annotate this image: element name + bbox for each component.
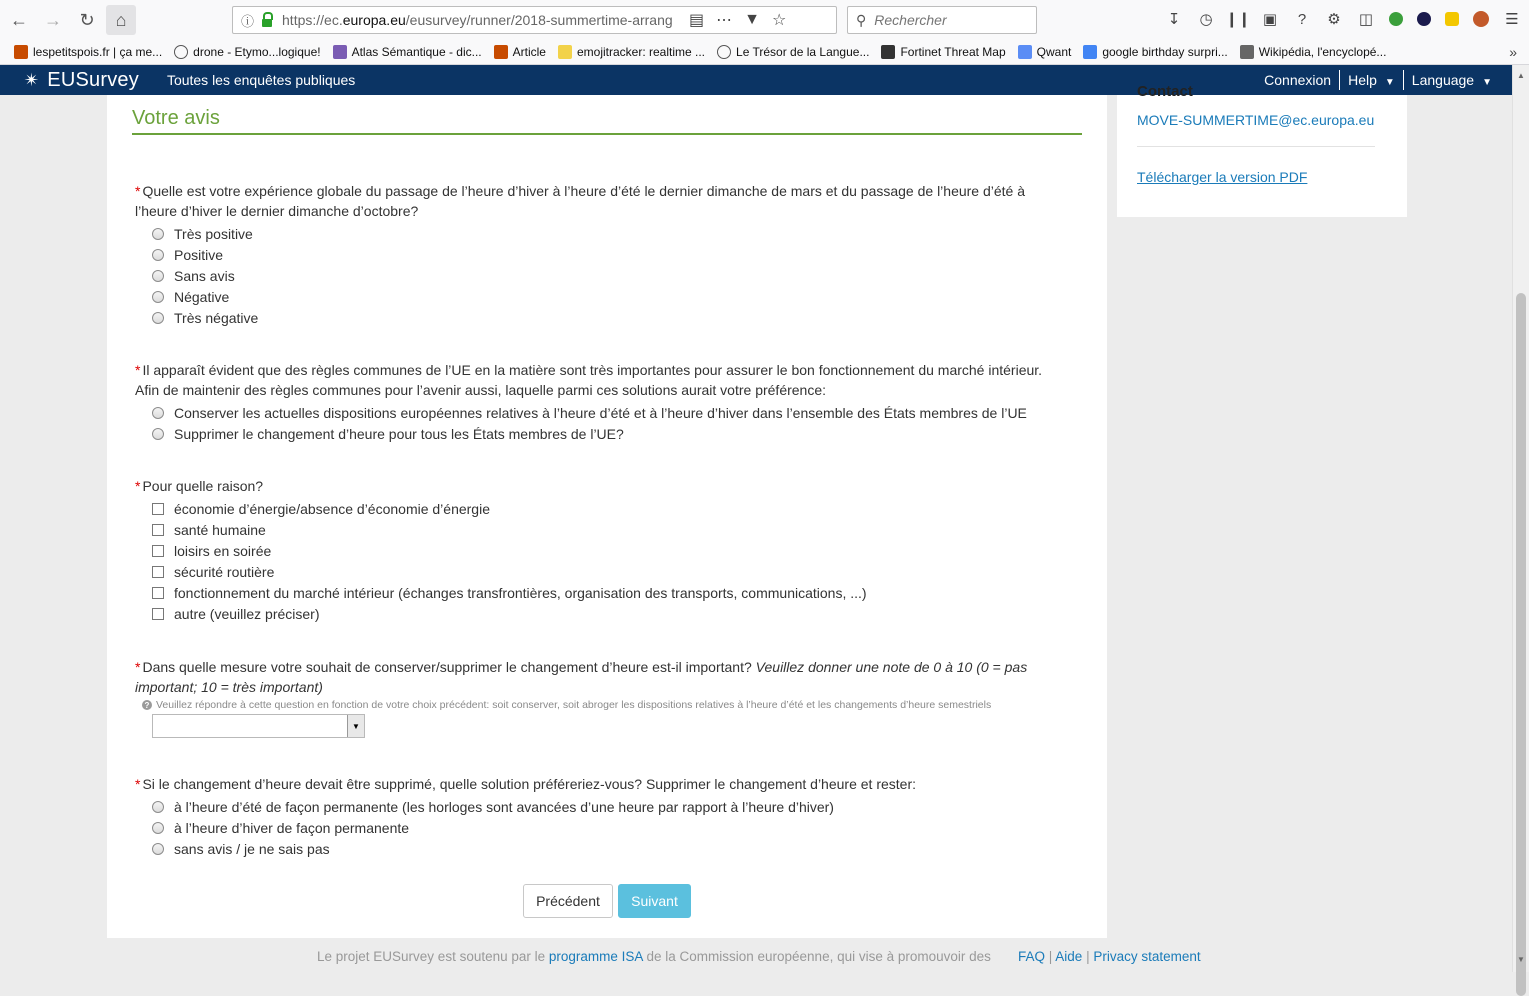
faq-link[interactable]: FAQ: [1018, 949, 1046, 964]
bookmark-label: emojitracker: realtime ...: [576, 45, 706, 59]
page-actions-icon[interactable]: ⋯: [716, 12, 733, 29]
scroll-up-icon[interactable]: ▲: [1517, 71, 1525, 80]
q5-option[interactable]: [152, 838, 834, 859]
question-4-text: Dans quelle mesure votre souhait de conserver/supprimer le changement d’heure est-il important?: [142, 659, 752, 675]
history-icon[interactable]: ◷: [1199, 11, 1213, 28]
help-icon[interactable]: ?: [1297, 10, 1307, 28]
option-label: à l’heure d’été de façon permanente (les horloges sont avancées d’une heure par rapport à l’heure d’hiver): [174, 798, 834, 815]
extension-green-icon[interactable]: [1389, 12, 1403, 26]
option-label: Très négative: [174, 309, 259, 326]
help-menu-label: Help: [1348, 72, 1377, 88]
question-1-text: Quelle est votre expérience globale du passage de l’heure d’hiver à l’heure d’été le dernier dimanche de mars et du passage de l’heure d’été à l’heure d’hiver le dernier dimanche d’octobre?: [135, 183, 1026, 219]
required-marker: *: [135, 478, 141, 494]
footer-text-before: Le projet EUSurvey est soutenu par le: [317, 949, 546, 964]
bookmark-favicon-icon: [1083, 45, 1097, 59]
question-4: [135, 657, 1065, 697]
required-marker: *: [135, 776, 141, 792]
scroll-thumb[interactable]: [1516, 293, 1526, 996]
bookmark-favicon-icon: [174, 45, 188, 59]
sidebar-icon[interactable]: ◫: [1358, 11, 1374, 28]
language-menu-label: Language: [1411, 72, 1475, 88]
reload-icon[interactable]: ↻: [79, 9, 95, 30]
question-3-options: [152, 498, 867, 624]
bookmark-favicon-icon: [558, 45, 572, 59]
survey-form: [107, 95, 1107, 938]
eusurvey-logo-text: EUSurvey: [47, 68, 139, 91]
q3-option[interactable]: [152, 498, 867, 519]
option-label: autre (veuillez préciser): [174, 605, 320, 622]
checkbox[interactable]: [152, 524, 164, 536]
q1-option[interactable]: [152, 244, 258, 265]
public-surveys-link[interactable]: Toutes les enquêtes publiques: [166, 72, 356, 88]
reader-view-icon[interactable]: ▤: [689, 12, 705, 29]
radio-button[interactable]: [152, 822, 164, 834]
checkbox[interactable]: [152, 566, 164, 578]
radio-button[interactable]: [152, 843, 164, 855]
footer-text: [317, 949, 991, 964]
bookmark-label: Qwant: [1036, 45, 1072, 59]
bookmark-item[interactable]: [881, 45, 1005, 59]
required-marker: *: [135, 362, 141, 378]
q1-option[interactable]: [152, 223, 258, 244]
option-label: santé humaine: [174, 521, 266, 538]
chevron-down-icon: ▼: [1482, 77, 1492, 88]
question-5-text: Si le changement d’heure devait être supprimé, quelle solution préféreriez-vous? Supprimer le changement d’heure et rester:: [142, 776, 916, 792]
eusurvey-logo-icon: ✴: [24, 69, 40, 90]
bookmark-label: google birthday surpri...: [1102, 45, 1228, 59]
contact-email-link[interactable]: MOVE-SUMMERTIME@ec.europa.eu: [1137, 112, 1375, 128]
section-title: Votre avis: [132, 107, 1082, 135]
download-pdf-link[interactable]: Télécharger la version PDF: [1137, 169, 1308, 185]
importance-select[interactable]: [152, 714, 365, 738]
browser-toolbar: [0, 0, 1529, 40]
isa-programme-link[interactable]: programme ISA: [548, 949, 643, 964]
previous-button[interactable]: Précédent: [523, 884, 613, 918]
separator: [1403, 70, 1404, 90]
login-link[interactable]: Connexion: [1264, 72, 1332, 88]
radio-button[interactable]: [152, 249, 164, 261]
bookmark-item[interactable]: [494, 45, 546, 59]
bookmark-item[interactable]: [1240, 45, 1387, 59]
url-text[interactable]: https://ec.europa.eu/eusurvey/runner/2018-summertime-arrang: [282, 12, 673, 28]
q1-option[interactable]: [152, 265, 258, 286]
bookmark-label: drone - Etymo...logique!: [193, 45, 321, 59]
chevron-down-icon: ▼: [1384, 77, 1395, 88]
option-label: Supprimer le changement d’heure pour tous les États membres de l’UE?: [174, 425, 624, 442]
footer-text-after: de la Commission européenne, qui vise à promouvoir des: [646, 949, 991, 964]
bookmark-label: lespetitspois.fr | ça me...: [33, 45, 163, 59]
q1-option[interactable]: [152, 286, 258, 307]
bookmarks-bar: [0, 40, 1529, 65]
search-bar[interactable]: [847, 6, 1037, 34]
bookmark-favicon-icon: [333, 45, 347, 59]
forward-icon[interactable]: →: [44, 9, 62, 30]
next-button[interactable]: Suivant: [618, 884, 691, 918]
option-label: fonctionnement du marché intérieur (échanges transfrontières, organisation des transports, communications, ...): [174, 584, 867, 601]
help-circle-icon: ?: [142, 700, 152, 710]
option-label: loisirs en soirée: [174, 542, 272, 559]
separator: [1339, 70, 1340, 90]
bookmark-favicon-icon: [1240, 45, 1254, 59]
option-label: à l’heure d’hiver de façon permanente: [174, 819, 410, 836]
option-label: sans avis / je ne sais pas: [174, 840, 330, 857]
question-1: [135, 181, 1065, 221]
radio-button[interactable]: [152, 228, 164, 240]
q3-option[interactable]: [152, 519, 867, 540]
home-icon[interactable]: ⌂: [106, 5, 136, 35]
question-2-text: Il apparaît évident que des règles communes de l’UE en la matière sont très importantes pour assurer le bon fonctionnement du marché intérieur. Afin de maintenir des règles communes pour l’avenir aussi, laquelle parmi ces solutions aurait votre préférence:: [135, 362, 1043, 398]
checkbox[interactable]: [152, 503, 164, 515]
option-label: Conserver les actuelles dispositions européennes relatives à l’heure d’été et à l’heure d’hiver dans l’ensemble des États membres de l’UE: [174, 404, 1027, 421]
radio-button[interactable]: [152, 801, 164, 813]
back-icon[interactable]: ←: [10, 9, 28, 30]
question-2: [135, 360, 1065, 400]
question-1-options: [152, 223, 258, 328]
question-5: [135, 774, 1065, 794]
bookmark-item[interactable]: [333, 45, 482, 59]
bookmark-item[interactable]: [174, 45, 320, 59]
bookmark-label: Atlas Sémantique - dic...: [351, 45, 482, 59]
radio-button[interactable]: [152, 270, 164, 282]
bookmark-item[interactable]: [717, 45, 869, 59]
footer-links: FAQ | Aide | Privacy statement: [1018, 949, 1201, 964]
divider: [1137, 146, 1375, 147]
help-menu[interactable]: [1348, 72, 1395, 88]
search-icon: ⚲: [856, 11, 867, 28]
library-icon[interactable]: ❙❙: [1225, 11, 1251, 28]
extension-avatar-icon[interactable]: [1473, 11, 1489, 27]
download-icon[interactable]: ↧: [1167, 11, 1181, 28]
q5-option[interactable]: [152, 817, 834, 838]
url-bar[interactable]: [232, 6, 837, 34]
q3-option[interactable]: [152, 603, 867, 624]
menu-icon[interactable]: ☰: [1505, 11, 1519, 28]
bookmark-item[interactable]: [1018, 45, 1072, 59]
question-4-instruction: Veuillez donner une note de 0 à 10 (0 = pas important; 10 = très important): [135, 659, 1028, 695]
option-label: économie d’énergie/absence d’économie d’énergie: [174, 500, 490, 517]
checkbox[interactable]: [152, 545, 164, 557]
contact-title: Contact: [1137, 83, 1193, 100]
option-label: Très positive: [174, 225, 253, 242]
bookmark-favicon-icon: [1018, 45, 1032, 59]
q2-option[interactable]: [152, 423, 1027, 444]
scroll-down-icon[interactable]: ▼: [1517, 955, 1525, 964]
radio-button[interactable]: [152, 312, 164, 324]
search-input[interactable]: [872, 11, 1026, 29]
option-label: Sans avis: [174, 267, 235, 284]
q3-option[interactable]: [152, 561, 867, 582]
option-label: sécurité routière: [174, 563, 275, 580]
bookmark-favicon-icon: [494, 45, 508, 59]
bookmark-favicon-icon: [717, 45, 731, 59]
required-marker: *: [135, 183, 141, 199]
question-3-text: Pour quelle raison?: [142, 478, 264, 494]
radio-button[interactable]: [152, 428, 164, 440]
privacy-link[interactable]: Privacy statement: [1093, 949, 1201, 964]
checkbox[interactable]: [152, 608, 164, 620]
bookmarks-overflow-icon[interactable]: »: [1509, 44, 1517, 60]
q3-option[interactable]: [152, 582, 867, 603]
bookmark-label: Fortinet Threat Map: [900, 45, 1006, 59]
bookmark-item[interactable]: [558, 45, 705, 59]
bookmark-favicon-icon: [14, 45, 28, 59]
eusurvey-header: [0, 65, 1512, 95]
question-4-hint: [142, 699, 991, 711]
checkbox[interactable]: [152, 587, 164, 599]
required-marker: *: [135, 659, 141, 675]
settings-icon[interactable]: ⚙: [1327, 11, 1341, 28]
question-2-options: [152, 402, 1027, 444]
q3-option[interactable]: [152, 540, 867, 561]
q1-option[interactable]: [152, 307, 258, 328]
contact-panel: [1117, 83, 1407, 217]
question-4-hint-text: Veuillez répondre à cette question en fonction de votre choix précédent: soit conserver, soit abroger les dispositions relatives à l’heure d’été et les changements d’heure semestriels: [156, 699, 992, 711]
bookmark-label: Wikipédia, l'encyclopé...: [1258, 45, 1387, 59]
question-5-options: [152, 796, 834, 859]
q5-option[interactable]: [152, 796, 834, 817]
radio-button[interactable]: [152, 407, 164, 419]
bookmark-item[interactable]: [14, 45, 162, 59]
language-menu[interactable]: [1412, 72, 1492, 88]
eusurvey-logo[interactable]: [24, 69, 139, 92]
bookmark-star-icon[interactable]: ☆: [771, 12, 787, 29]
option-label: Négative: [174, 288, 230, 305]
bookmark-label: Le Trésor de la Langue...: [736, 45, 870, 59]
option-label: Positive: [174, 246, 224, 263]
q2-option[interactable]: [152, 402, 1027, 423]
extension-dark-icon[interactable]: [1417, 12, 1431, 26]
page-scrollbar[interactable]: [1512, 65, 1529, 972]
question-3: [135, 476, 1065, 496]
pocket-icon[interactable]: ▼: [744, 11, 760, 28]
radio-button[interactable]: [152, 291, 164, 303]
lock-icon: [262, 19, 272, 27]
bookmark-item[interactable]: [1083, 45, 1227, 59]
info-icon[interactable]: ⓘ: [241, 13, 255, 29]
bookmark-label: Article: [512, 45, 546, 59]
extension-yellow-icon[interactable]: [1445, 12, 1459, 26]
chevron-down-icon[interactable]: ▼: [347, 715, 364, 737]
screenshot-icon[interactable]: ▣: [1262, 11, 1278, 28]
bookmark-favicon-icon: [881, 45, 895, 59]
aide-link[interactable]: Aide: [1055, 949, 1083, 964]
